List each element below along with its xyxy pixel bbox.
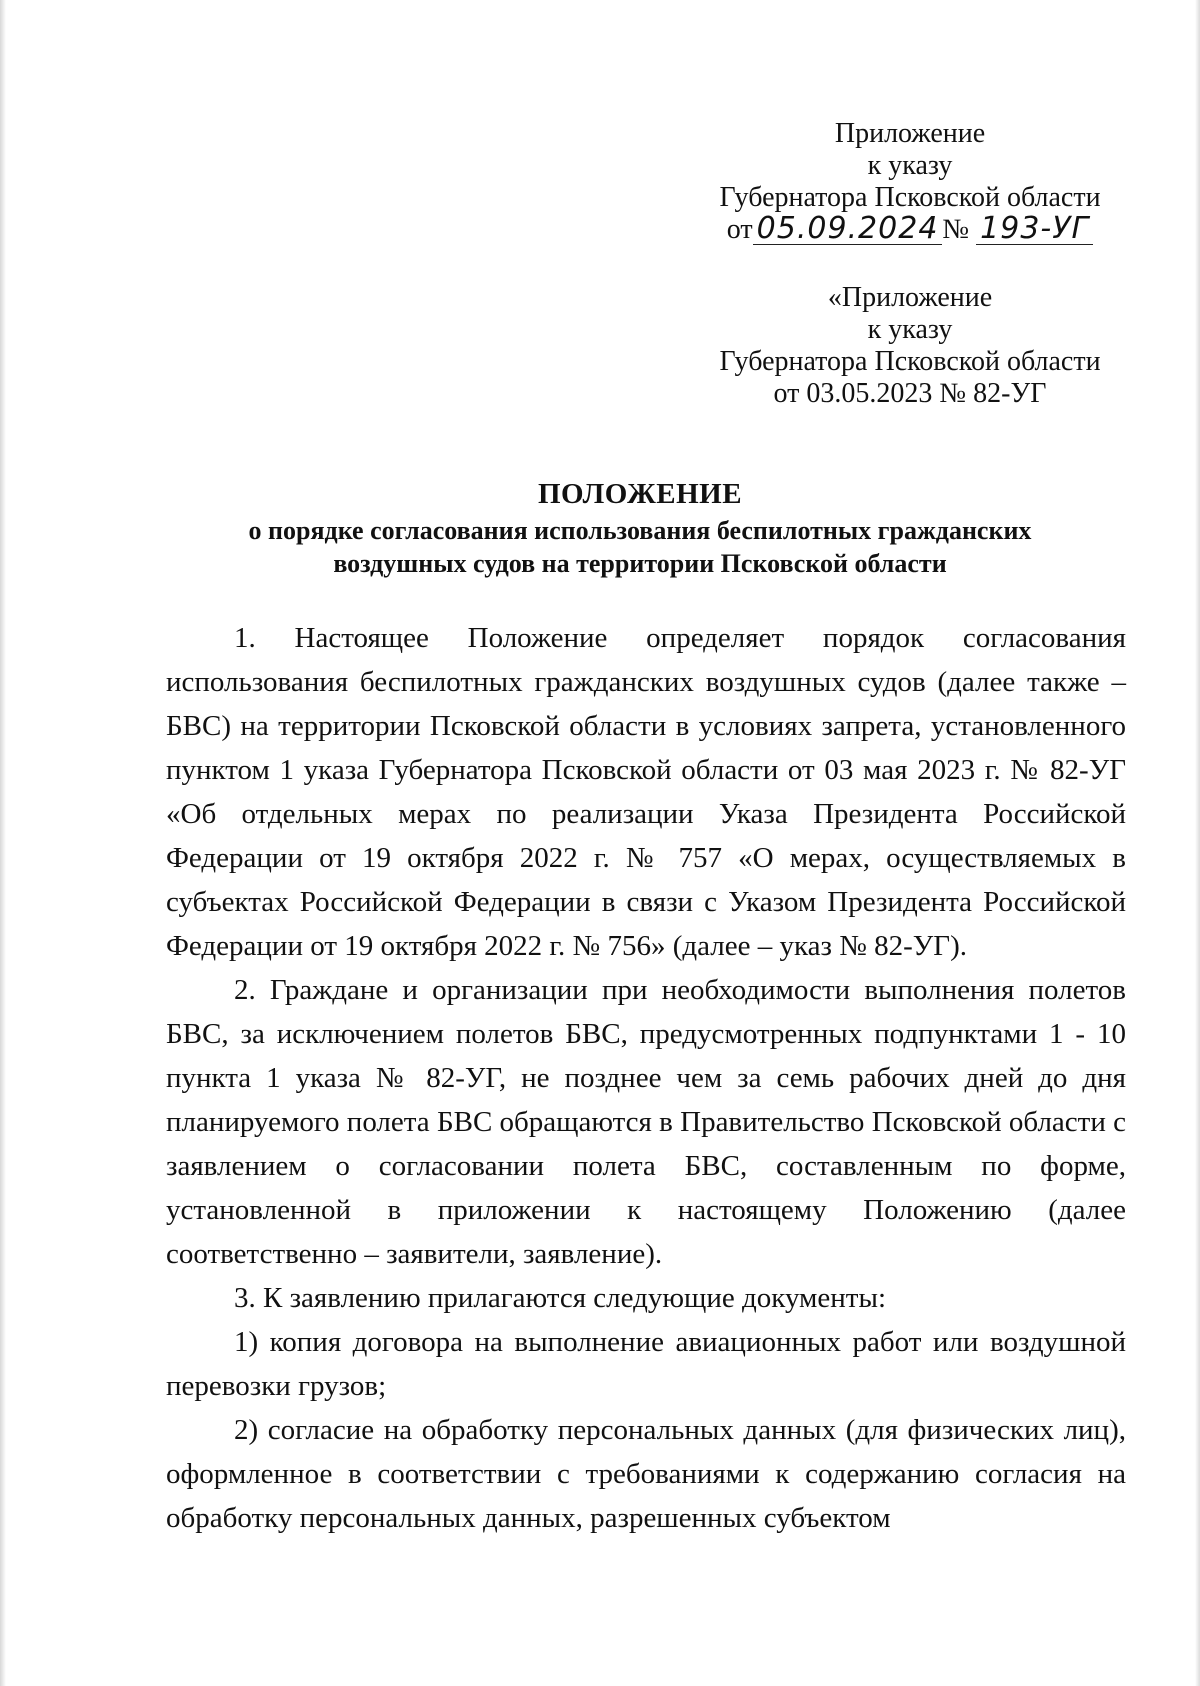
prev-appendix-label: «Приложение <box>827 282 993 313</box>
document-title <box>160 474 1120 580</box>
appendix-decree-ref: к указу <box>867 150 953 181</box>
date-prefix: от <box>726 214 753 245</box>
scan-edge-left <box>0 0 6 1686</box>
paragraph-1: 1. Настоящее Положение определяет порядок согласования использования беспилотных гражданских воздушных судов (далее также – БВС) на территории Псковской области в условиях запрета, установленного пунктом 1 указа Губернатора Псковской области от 03 мая 2023 г. № 82-УГ «Об отдельных мерах по реализации Указа Президента Российской Федерации от 19 октября 2022 г. № 757 «О мерах, осуществляемых в субъектах Российской Федерации в связи с Указом Президента Российской Федерации от 19 октября 2022 г. № 756» (далее – указ № 82-УГ). <box>166 622 1126 962</box>
title-main: ПОЛОЖЕНИЕ <box>537 478 743 510</box>
prev-appendix-decree-ref: к указу <box>867 314 953 345</box>
appendix-header-previous <box>690 282 1130 410</box>
scan-edge-right <box>1195 0 1200 1686</box>
prev-appendix-governor: Губернатора Псковской области <box>719 346 1101 377</box>
appendix-date-line <box>690 211 1130 246</box>
paragraph-3-item-2: 2) согласие на обработку персональных данных (для физических лиц), оформленное в соответствии с требованиями к содержанию согласия на обработку персональных данных, разрешенных субъектом <box>166 1414 1126 1534</box>
prev-appendix-date: от 03.05.2023 № 82-УГ <box>773 378 1047 409</box>
appendix-header-current <box>690 118 1130 246</box>
document-body <box>166 616 1126 1540</box>
paragraph-3: 3. К заявлению прилагаются следующие документы: <box>234 1282 887 1314</box>
paragraph-2: 2. Граждане и организации при необходимости выполнения полетов БВС, за исключением полетов БВС, предусмотренных подпунктами 1 - 10 пункта 1 указа № 82-УГ, не позднее чем за семь рабочих дней до дня планируемого полета БВС обращаются в Правительство Псковской области с заявлением о согласовании полета БВС, составленным по форме, установленной в приложении к настоящему Положению (далее соответственно – заявители, заявление). <box>166 974 1126 1270</box>
paragraph-3-item-1: 1) копия договора на выполнение авиационных работ или воздушной перевозки грузов; <box>166 1326 1126 1402</box>
appendix-governor: Губернатора Псковской области <box>719 182 1101 213</box>
title-subtitle-line2: воздушных судов на территории Псковской области <box>333 549 947 578</box>
handwritten-number: 193-УГ <box>976 214 1093 245</box>
number-sign: № <box>942 214 970 245</box>
appendix-label: Приложение <box>834 118 986 149</box>
handwritten-date: 05.09.2024 <box>753 214 943 245</box>
title-subtitle-line1: о порядке согласования использования беспилотных гражданских <box>248 516 1032 545</box>
